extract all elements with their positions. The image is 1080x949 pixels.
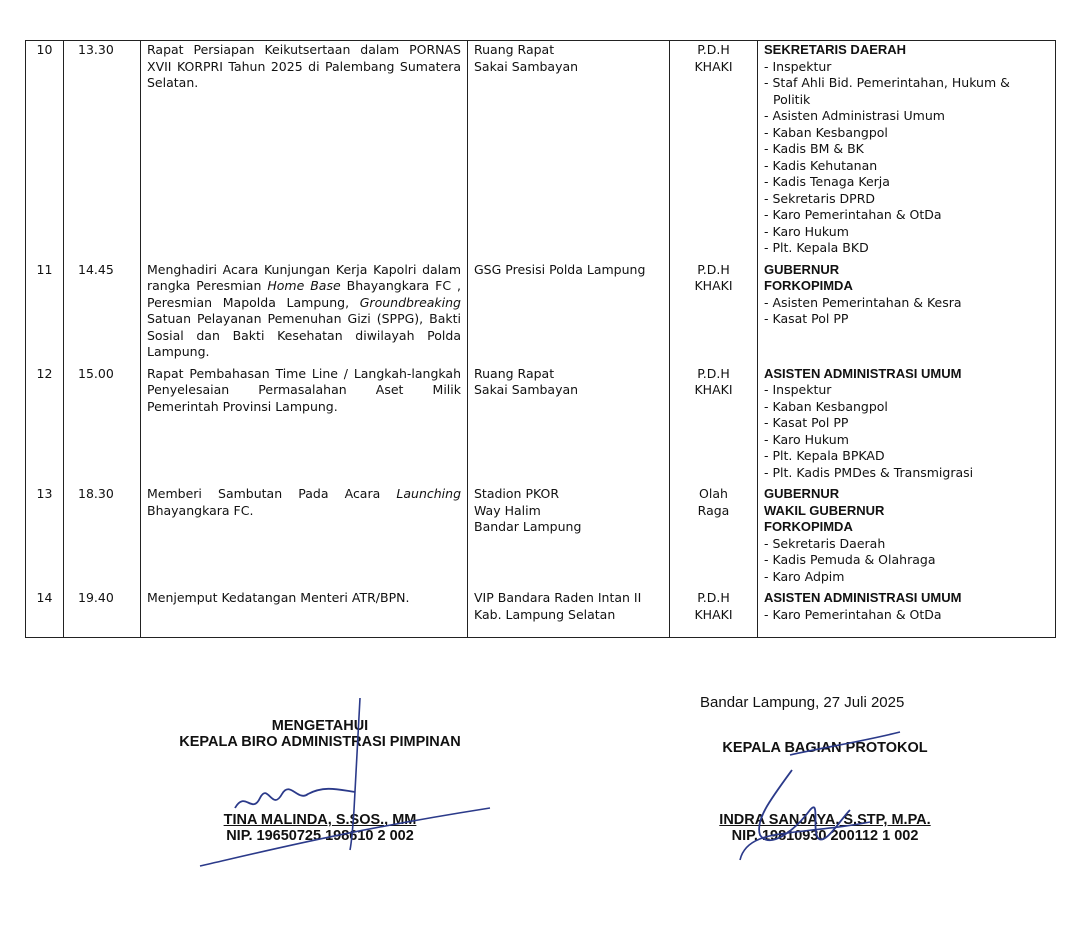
left-sig-line2: KEPALA BIRO ADMINISTRASI PIMPINAN [179,734,461,750]
dress-code-line: P.D.H [697,590,730,605]
activity-text: Menghadiri Acara Kunjungan Kerja Kapolri dalam rangka Peresmian [147,261,461,293]
dress-code-line: KHAKI [694,606,733,622]
table-row [26,41,1056,261]
row-attendees [758,485,1056,589]
left-signature-block [150,718,490,750]
attendee-head: ASISTEN ADMINISTRASI UMUM [764,365,962,381]
row-place [468,41,670,261]
attendee-item: - Kadis Tenaga Kerja [764,174,1049,191]
right-signatory-nip: NIP. 19810930 200112 1 002 [731,828,919,844]
row-attendees [758,41,1056,261]
row-place [468,365,670,486]
attendee-item: - Staf Ahli Bid. Pemerintahan, Hukum & Politik [764,75,1049,108]
place-line: Bandar Lampung [474,519,582,534]
schedule-table [25,40,1056,638]
attendee-item: - Kadis Pemuda & Olahraga [764,552,1049,569]
place-line: Kab. Lampung Selatan [474,606,616,622]
attendee-item: - Plt. Kepala BKD [764,240,1049,257]
attendee-item: - Kasat Pol PP [764,415,1049,432]
row-place [468,261,670,365]
row-number: 11 [26,261,64,365]
row-dress-code [670,365,758,486]
left-signatory [150,812,490,844]
attendee-item: - Karo Hukum [764,224,1049,241]
attendee-item: - Karo Pemerintahan & OtDa [764,207,1049,224]
row-activity [141,261,468,365]
activity-italic-text: Groundbreaking [359,294,461,310]
attendee-item: - Karo Adpim [764,569,1049,586]
activity-text: Rapat Pembahasan Time Line / Langkah-langkah Penyelesaian Permasalahan Aset Milik Pemerintah Provinsi Lampung. [147,365,461,414]
table-row [26,589,1056,638]
attendee-head: FORKOPIMDA [764,278,853,293]
row-number: 14 [26,589,64,638]
activity-text: Satuan Pelayanan Pemenuhan Gizi (SPPG), Bakti Sosial dan Bakti Kesehatan diwilayah Polda Lampung. [147,311,461,359]
attendee-head: SEKRETARIS DAERAH [764,42,907,57]
place-date: Bandar Lampung, 27 Juli 2025 [700,694,905,711]
attendee-item: - Inspektur [764,59,1049,76]
table-row [26,485,1056,589]
dress-code-line: KHAKI [694,58,733,74]
row-activity [141,485,468,589]
right-sig-line1: KEPALA BAGIAN PROTOKOL [722,740,928,756]
row-activity [141,589,468,638]
table-row [26,261,1056,365]
row-number: 10 [26,41,64,261]
activity-text: Bhayangkara FC. [147,502,254,518]
dress-code-line: P.D.H [697,261,730,277]
right-signatory [660,812,990,844]
place-line: Stadion PKOR [474,486,560,501]
row-attendees [758,589,1056,638]
row-dress-code [670,261,758,365]
attendee-item: - Kasat Pol PP [764,311,1049,328]
attendee-item: - Asisten Administrasi Umum [764,108,1049,125]
row-dress-code [670,41,758,261]
attendee-item: - Asisten Pemerintahan & Kesra [764,295,1049,312]
left-signatory-nip: NIP. 19650725 198610 2 002 [226,828,414,844]
activity-italic-text: Home Base [267,278,341,293]
dress-code-line: P.D.H [697,42,730,57]
attendee-head: WAKIL GUBERNUR [764,502,885,518]
dress-code-line: Raga [697,502,730,518]
row-place [468,589,670,638]
row-attendees [758,261,1056,365]
row-time: 13.30 [64,41,141,261]
schedule-body [26,41,1056,638]
place-line: Ruang Rapat [474,42,555,57]
row-dress-code [670,485,758,589]
row-number: 12 [26,365,64,486]
attendee-item: - Karo Hukum [764,432,1049,449]
attendee-head: ASISTEN ADMINISTRASI UMUM [764,590,962,605]
dress-code-line: KHAKI [694,278,733,293]
row-activity [141,41,468,261]
row-time: 15.00 [64,365,141,486]
attendee-head: GUBERNUR [764,261,840,277]
right-signature-block [660,740,990,756]
row-activity [141,365,468,486]
attendee-item: - Kadis BM & BK [764,141,1049,158]
right-signatory-name: INDRA SANJAYA, S.STP, M.PA. [719,812,931,828]
dress-code-line: KHAKI [694,382,733,397]
attendee-item: - Kaban Kesbangpol [764,399,1049,416]
activity-text: Memberi Sambutan Pada Acara [147,486,397,501]
row-number: 13 [26,485,64,589]
row-time: 14.45 [64,261,141,365]
place-line: GSG Presisi Polda Lampung [474,261,646,277]
right-handwritten-signature [700,710,960,880]
attendee-item: - Karo Pemerintahan & OtDa [764,607,1049,624]
left-sig-line1: MENGETAHUI [271,718,369,734]
place-line: Way Halim [474,502,541,518]
left-signatory-name: TINA MALINDA, S.SOS., MM [223,812,417,828]
place-line: Ruang Rapat [474,365,555,381]
table-row [26,365,1056,486]
place-line: Sakai Sambayan [474,58,579,74]
attendee-item: - Plt. Kepala BPKAD [764,448,1049,465]
dress-code-line: Olah [699,486,728,501]
attendee-head: FORKOPIMDA [764,519,853,534]
attendee-item: - Kadis Kehutanan [764,158,1049,175]
attendee-item: - Kaban Kesbangpol [764,125,1049,142]
row-time: 18.30 [64,485,141,589]
activity-text: Menjemput Kedatangan Menteri ATR/BPN. [147,590,410,605]
attendee-head: GUBERNUR [764,486,840,501]
attendee-item: - Plt. Kadis PMDes & Transmigrasi [764,465,1049,482]
activity-text: Bhayangkara FC , Peresmian Mapolda Lampung, [147,278,461,310]
row-time: 19.40 [64,589,141,638]
attendee-item: - Sekretaris DPRD [764,191,1049,208]
attendee-item: - Inspektur [764,382,1049,399]
dress-code-line: P.D.H [697,365,730,381]
row-dress-code [670,589,758,638]
row-place [468,485,670,589]
row-attendees [758,365,1056,486]
activity-text: Rapat Persiapan Keikutsertaan dalam PORNAS XVII KORPRI Tahun 2025 di Palembang Sumatera Selatan. [147,42,461,90]
place-line: Sakai Sambayan [474,382,579,397]
place-line: VIP Bandara Raden Intan II [474,590,642,605]
activity-italic-text: Launching [396,486,461,501]
attendee-item: - Sekretaris Daerah [764,536,1049,553]
